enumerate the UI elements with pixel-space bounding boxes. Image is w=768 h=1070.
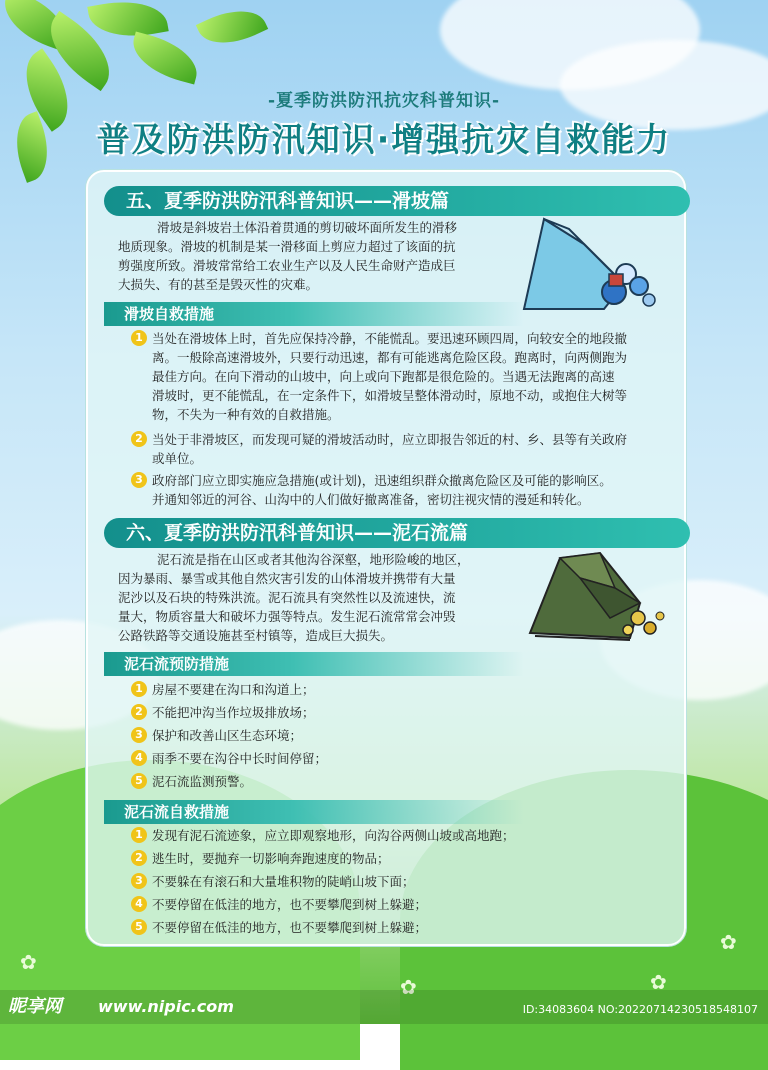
list-item-text: 滑坡时，更不能慌乱，在一定条件下，如滑坡呈整体滑动时，原地不动，或抱住大树等 [152, 388, 628, 403]
number-badge: 3 [131, 472, 147, 488]
number-badge: 2 [131, 704, 147, 720]
landslide-intro-line: 大损失、有的甚至是毁灭性的灾难。 [118, 277, 319, 292]
list-item [132, 471, 672, 509]
list-item-text: 或单位。 [152, 451, 203, 466]
list-item-text: 房屋不要建在沟口和沟道上； [152, 682, 315, 697]
list-item [132, 680, 632, 699]
list-item-text: 政府部门应立即实施应急措施(或计划)，迅速组织群众撤离危险区及可能的影响区。 [152, 473, 612, 488]
number-badge: 2 [131, 850, 147, 866]
landslide-selfrescue-title: 滑坡自救措施 [104, 302, 524, 326]
list-item-text: 不能把冲沟当作垃圾排放场； [152, 705, 315, 720]
watermark-url: www.nipic.com [98, 997, 234, 1016]
debris-intro-line: 泥沙以及石块的特殊洪流。泥石流具有突然性以及流速快，流 [118, 590, 456, 605]
landslide-illustration [514, 214, 664, 314]
list-item-text: 不要躲在有滚石和大量堆积物的陡峭山坡下面； [152, 874, 415, 889]
flower-decoration: ✿ [720, 930, 737, 954]
list-item-text: 物，不失为一种有效的自救措施。 [152, 407, 340, 422]
number-badge: 1 [131, 681, 147, 697]
flower-decoration: ✿ [400, 975, 417, 999]
watermark-logo: 昵享网 [8, 996, 62, 1017]
watermark-id: ID:34083604 NO:20220714230518548107 [522, 1003, 758, 1016]
list-item-text: 当处于非滑坡区，而发现可疑的滑坡活动时，应立即报告邻近的村、乡、县等有关政府 [152, 432, 628, 447]
debris-intro-line: 因为暴雨、暴雪或其他自然灾害引发的山体滑坡并携带有大量 [118, 571, 456, 586]
list-item [132, 329, 672, 424]
debris-prevention-title: 泥石流预防措施 [104, 652, 524, 676]
landslide-intro-line: 滑坡是斜坡岩土体沿着贯通的剪切破坏面所发生的滑移 [157, 220, 458, 235]
number-badge: 1 [131, 330, 147, 346]
number-badge: 2 [131, 431, 147, 447]
list-item-text: 并通知邻近的河谷、山沟中的人们做好撤离准备，密切注视灾情的漫延和转化。 [152, 492, 590, 507]
debris-intro-line: 量大，物质容量大和破坏力强等特点。发生泥石流常常会冲毁 [118, 609, 456, 624]
list-item-text: 保护和改善山区生态环境； [152, 728, 303, 743]
list-item-text: 雨季不要在沟谷中长时间停留； [152, 751, 328, 766]
list-item [132, 872, 672, 891]
flower-decoration: ✿ [650, 970, 667, 994]
flower-decoration: ✿ [20, 950, 37, 974]
debris-selfrescue-title: 泥石流自救措施 [104, 800, 524, 824]
list-item-text: 离。一般除高速滑坡外，只要行动迅速，都有可能逃离危险区段。跑离时，向两侧跑为 [152, 350, 628, 365]
number-badge: 1 [131, 827, 147, 843]
list-item [132, 918, 672, 937]
list-item-text: 不要停留在低洼的地方，也不要攀爬到树上躲避； [152, 920, 428, 935]
number-badge: 4 [131, 750, 147, 766]
landslide-intro-line: 地质现象。滑坡的机制是某一滑移面上剪应力超过了该面的抗 [118, 239, 456, 254]
number-badge: 3 [131, 873, 147, 889]
list-item [132, 895, 672, 914]
header-subtitle: -夏季防洪防汛抗灾科普知识- [267, 91, 501, 111]
debris-intro-line: 泥石流是指在山区或者其他沟谷深壑，地形险峻的地区， [157, 552, 470, 567]
list-item [132, 703, 632, 722]
number-badge: 3 [131, 727, 147, 743]
landslide-intro-line: 剪强度所致。滑坡常常给工农业生产以及人民生命财产造成巨 [118, 258, 456, 273]
section-title-landslide: 五、夏季防洪防汛科普知识——滑坡篇 [104, 186, 690, 216]
list-item [132, 726, 632, 745]
section-title-debris-flow: 六、夏季防洪防汛科普知识——泥石流篇 [104, 518, 690, 548]
list-item-text: 最佳方向。在向下滑动的山坡中，向上或向下跑都是很危险的。当遇无法跑离的高速 [152, 369, 615, 384]
list-item-text: 泥石流监测预警。 [152, 774, 253, 789]
list-item [132, 849, 672, 868]
list-item [132, 826, 672, 845]
list-item [132, 772, 632, 791]
number-badge: 4 [131, 896, 147, 912]
watermark-bar [0, 990, 768, 1024]
list-item-text: 逃生时，要抛弃一切影响奔跑速度的物品； [152, 851, 390, 866]
debris-intro-line: 公路铁路等交通设施甚至村镇等，造成巨大损失。 [118, 628, 394, 643]
page-title: 普及防洪防汛知识·增强抗灾自救能力 [96, 120, 672, 159]
list-item-text: 不要停留在低洼的地方，也不要攀爬到树上躲避； [152, 897, 428, 912]
debris-flow-illustration [520, 548, 670, 643]
list-item [132, 430, 672, 468]
number-badge: 5 [131, 773, 147, 789]
list-item-text: 当处在滑坡体上时，首先应保持冷静，不能慌乱。要迅速环顾四周，向较安全的地段撤 [152, 331, 628, 346]
list-item [132, 749, 632, 768]
number-badge: 5 [131, 919, 147, 935]
list-item-text: 发现有泥石流迹象，应立即观察地形，向沟谷两侧山坡或高地跑； [152, 828, 515, 843]
